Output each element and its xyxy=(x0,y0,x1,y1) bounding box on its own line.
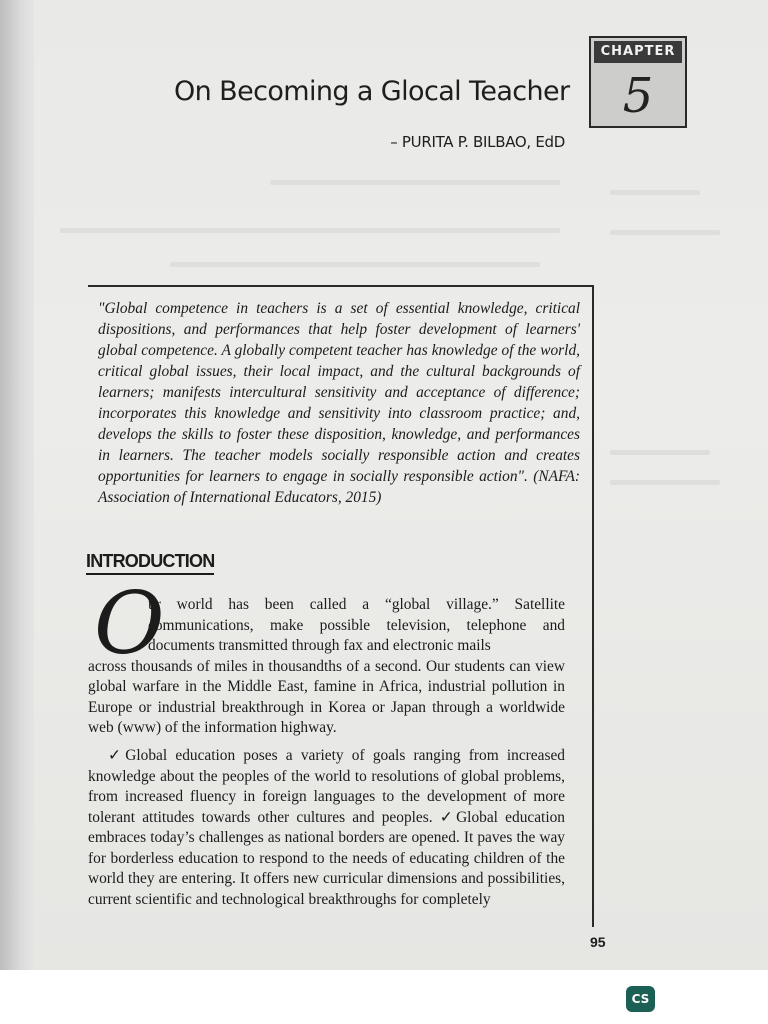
paragraph-1 xyxy=(88,595,565,739)
paragraph-2: ✓Global education poses a variety of goals ranging from increased knowledge about the peoples of the world to resolutions of global problems, from increased fluency in foreign languages to the development of more tolerant attitudes towards other cultures and peoples. ✓Global education embraces today’s challenges as national borders are opened. It paves the way for borderless education to respond to the needs of educating children of the world they are entering. It offers new curricular dimensions and possibilities, current scientific and technological breakthroughs for completely xyxy=(88,747,565,908)
bleed-through-line xyxy=(170,262,540,267)
bleed-through-line xyxy=(610,230,720,235)
bleed-through-line xyxy=(60,228,560,233)
chapter-title: On Becoming a Glocal Teacher xyxy=(174,76,570,107)
chapter-author: – PURITA P. BILBAO, EdD xyxy=(390,133,565,151)
chapter-badge xyxy=(589,36,687,128)
camscanner-logo-icon: CS xyxy=(626,986,655,1012)
page-edge-shadow xyxy=(0,0,36,970)
paragraph-1-opening: ur world has been called a “global village.” Satellite communications, make possible television, telephone and documents transmitted through fax and electronic mails xyxy=(148,596,565,654)
chapter-label: CHAPTER xyxy=(594,41,682,63)
bleed-through-line xyxy=(270,180,560,185)
epigraph-quote: "Global competence in teachers is a set of essential knowledge, critical dispositions, and performances that help foster development of learners' global competence. A globally competent teacher has knowledge of the world, critical global issues, their local impact, and the cultural backgrounds of learners; manifests intercultural sensitivity and acceptance of difference; incorporates this knowledge and sensitivity into classroom practice; and, develops the skills to foster these disposition, knowledge, and performances in learners. The teacher models socially responsible action and creates opportunities for learners to engage in socially responsible action". (NAFA: Association of International Educators, 2015) xyxy=(98,300,580,506)
section-heading: INTRODUCTION xyxy=(86,551,214,575)
drop-cap: O xyxy=(94,574,165,674)
chapter-number: 5 xyxy=(622,68,654,124)
paragraph-1-body: across thousands of miles in thousandths of a second. Our students can view global warfare in the Middle East, famine in Africa, industrial pollution in Europe or industrial breakthrough in Korea or Japan through a worldwide web (www) of the information highway. xyxy=(88,657,565,736)
bleed-through-line xyxy=(610,480,720,485)
bleed-through-line xyxy=(610,190,700,195)
page-number: 95 xyxy=(590,934,606,950)
bleed-through-line xyxy=(610,450,710,455)
